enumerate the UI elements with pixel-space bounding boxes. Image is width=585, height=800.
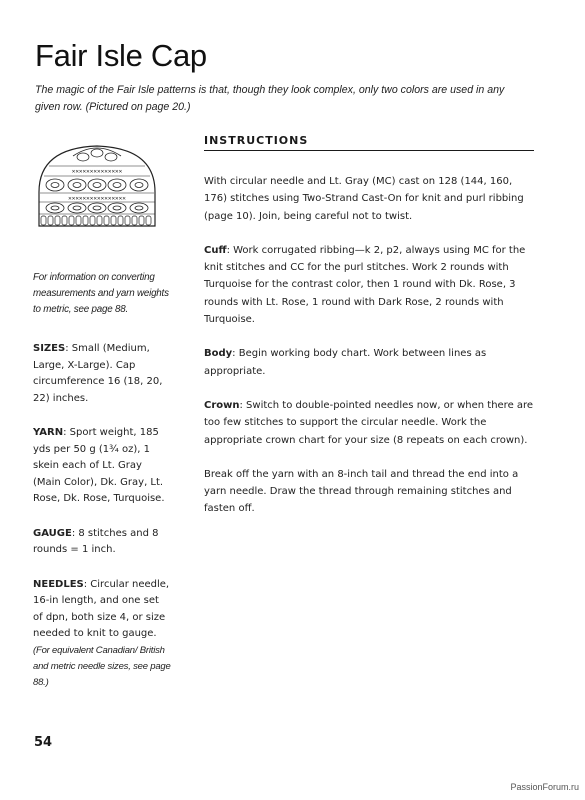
sizes-text: : Small (Medium, Large, X-Large). Cap circumference 16 (18, 20, 22) inches. xyxy=(33,343,163,404)
cap-illustration xyxy=(33,140,161,240)
intro-text: The magic of the Fair Isle patterns is that, though they look complex, only two colors are used in any given row. (Pictured on page 20.) xyxy=(35,84,505,113)
body-label: Body xyxy=(204,348,233,360)
needles-text: : Circular needle, 16-in length, and one set of dpn, both size 4, or size needed to knit to gauge. xyxy=(33,578,170,639)
crown-text: : Switch to double-pointed needles now, or when there are too few stitches to support the circular needle. Work the appropriate crown chart for your size (8 repeats on each crown). xyxy=(204,399,534,446)
page-title: Fair Isle Cap xyxy=(35,38,207,73)
instructions-header: INSTRUCTIONS xyxy=(204,134,534,151)
yarn-block xyxy=(33,425,171,508)
crown-label: Crown xyxy=(204,399,240,411)
cuff-text: : Work corrugated ribbing—k 2, p2, always using MC for the knit stitches and CC for the purl stitches. Work 2 rounds with Turquoise for the contrast color, then 1 round with Dk. Rose, 3 rounds with Lt. Rose, 1 round with Dark Rose, 2 rounds with Turquoise. xyxy=(204,244,526,326)
gauge-text: : 8 stitches and 8 rounds = 1 inch. xyxy=(33,527,159,555)
svg-text:✕✕✕✕✕✕✕✕✕✕✕✕✕✕✕✕: ✕✕✕✕✕✕✕✕✕✕✕✕✕✕✕✕ xyxy=(68,195,126,202)
needles-label: NEEDLES xyxy=(33,578,84,590)
needles-block xyxy=(33,577,171,691)
watermark: PassionForum.ru xyxy=(510,782,579,792)
body-text: : Begin working body chart. Work between lines as appropriate. xyxy=(204,348,487,377)
cuff-paragraph xyxy=(204,242,534,328)
needle-sizes-note: (For equivalent Canadian/ British and metric needle sizes, see page 88.) xyxy=(33,644,171,688)
cast-on-paragraph: With circular needle and Lt. Gray (MC) cast on 128 (144, 160, 176) stitches using Two-Strand Cast-On for knit and purl ribbing (page 10). Join, being careful not to twist. xyxy=(204,176,524,222)
page-number: 54 xyxy=(34,735,53,750)
sizes-block xyxy=(33,341,171,407)
body-paragraph xyxy=(204,345,534,380)
sizes-label: SIZES xyxy=(33,343,66,354)
svg-text:✕✕✕✕✕✕✕✕✕✕✕✕✕✕: ✕✕✕✕✕✕✕✕✕✕✕✕✕✕ xyxy=(71,168,123,175)
materials-sidebar xyxy=(33,270,171,709)
gauge-block xyxy=(33,526,171,559)
yarn-label: YARN xyxy=(33,427,64,438)
cuff-label: Cuff xyxy=(204,244,227,256)
metric-note: For information on converting measurements and yarn weights to metric, see page 88. xyxy=(33,272,169,315)
gauge-label: GAUGE xyxy=(33,527,72,539)
yarn-text: : Sport weight, 185 yds per 50 g (1¾ oz), 1 skein each of Lt. Gray (Main Color), Dk. Gray, Lt. Rose, Dk. Rose, Turquoise. xyxy=(33,427,165,504)
finish-paragraph: Break off the yarn with an 8-inch tail and thread the end into a yarn needle. Draw the thread through remaining stitches and fasten off. xyxy=(204,468,519,515)
crown-paragraph xyxy=(204,397,534,449)
instructions-section xyxy=(204,134,534,535)
